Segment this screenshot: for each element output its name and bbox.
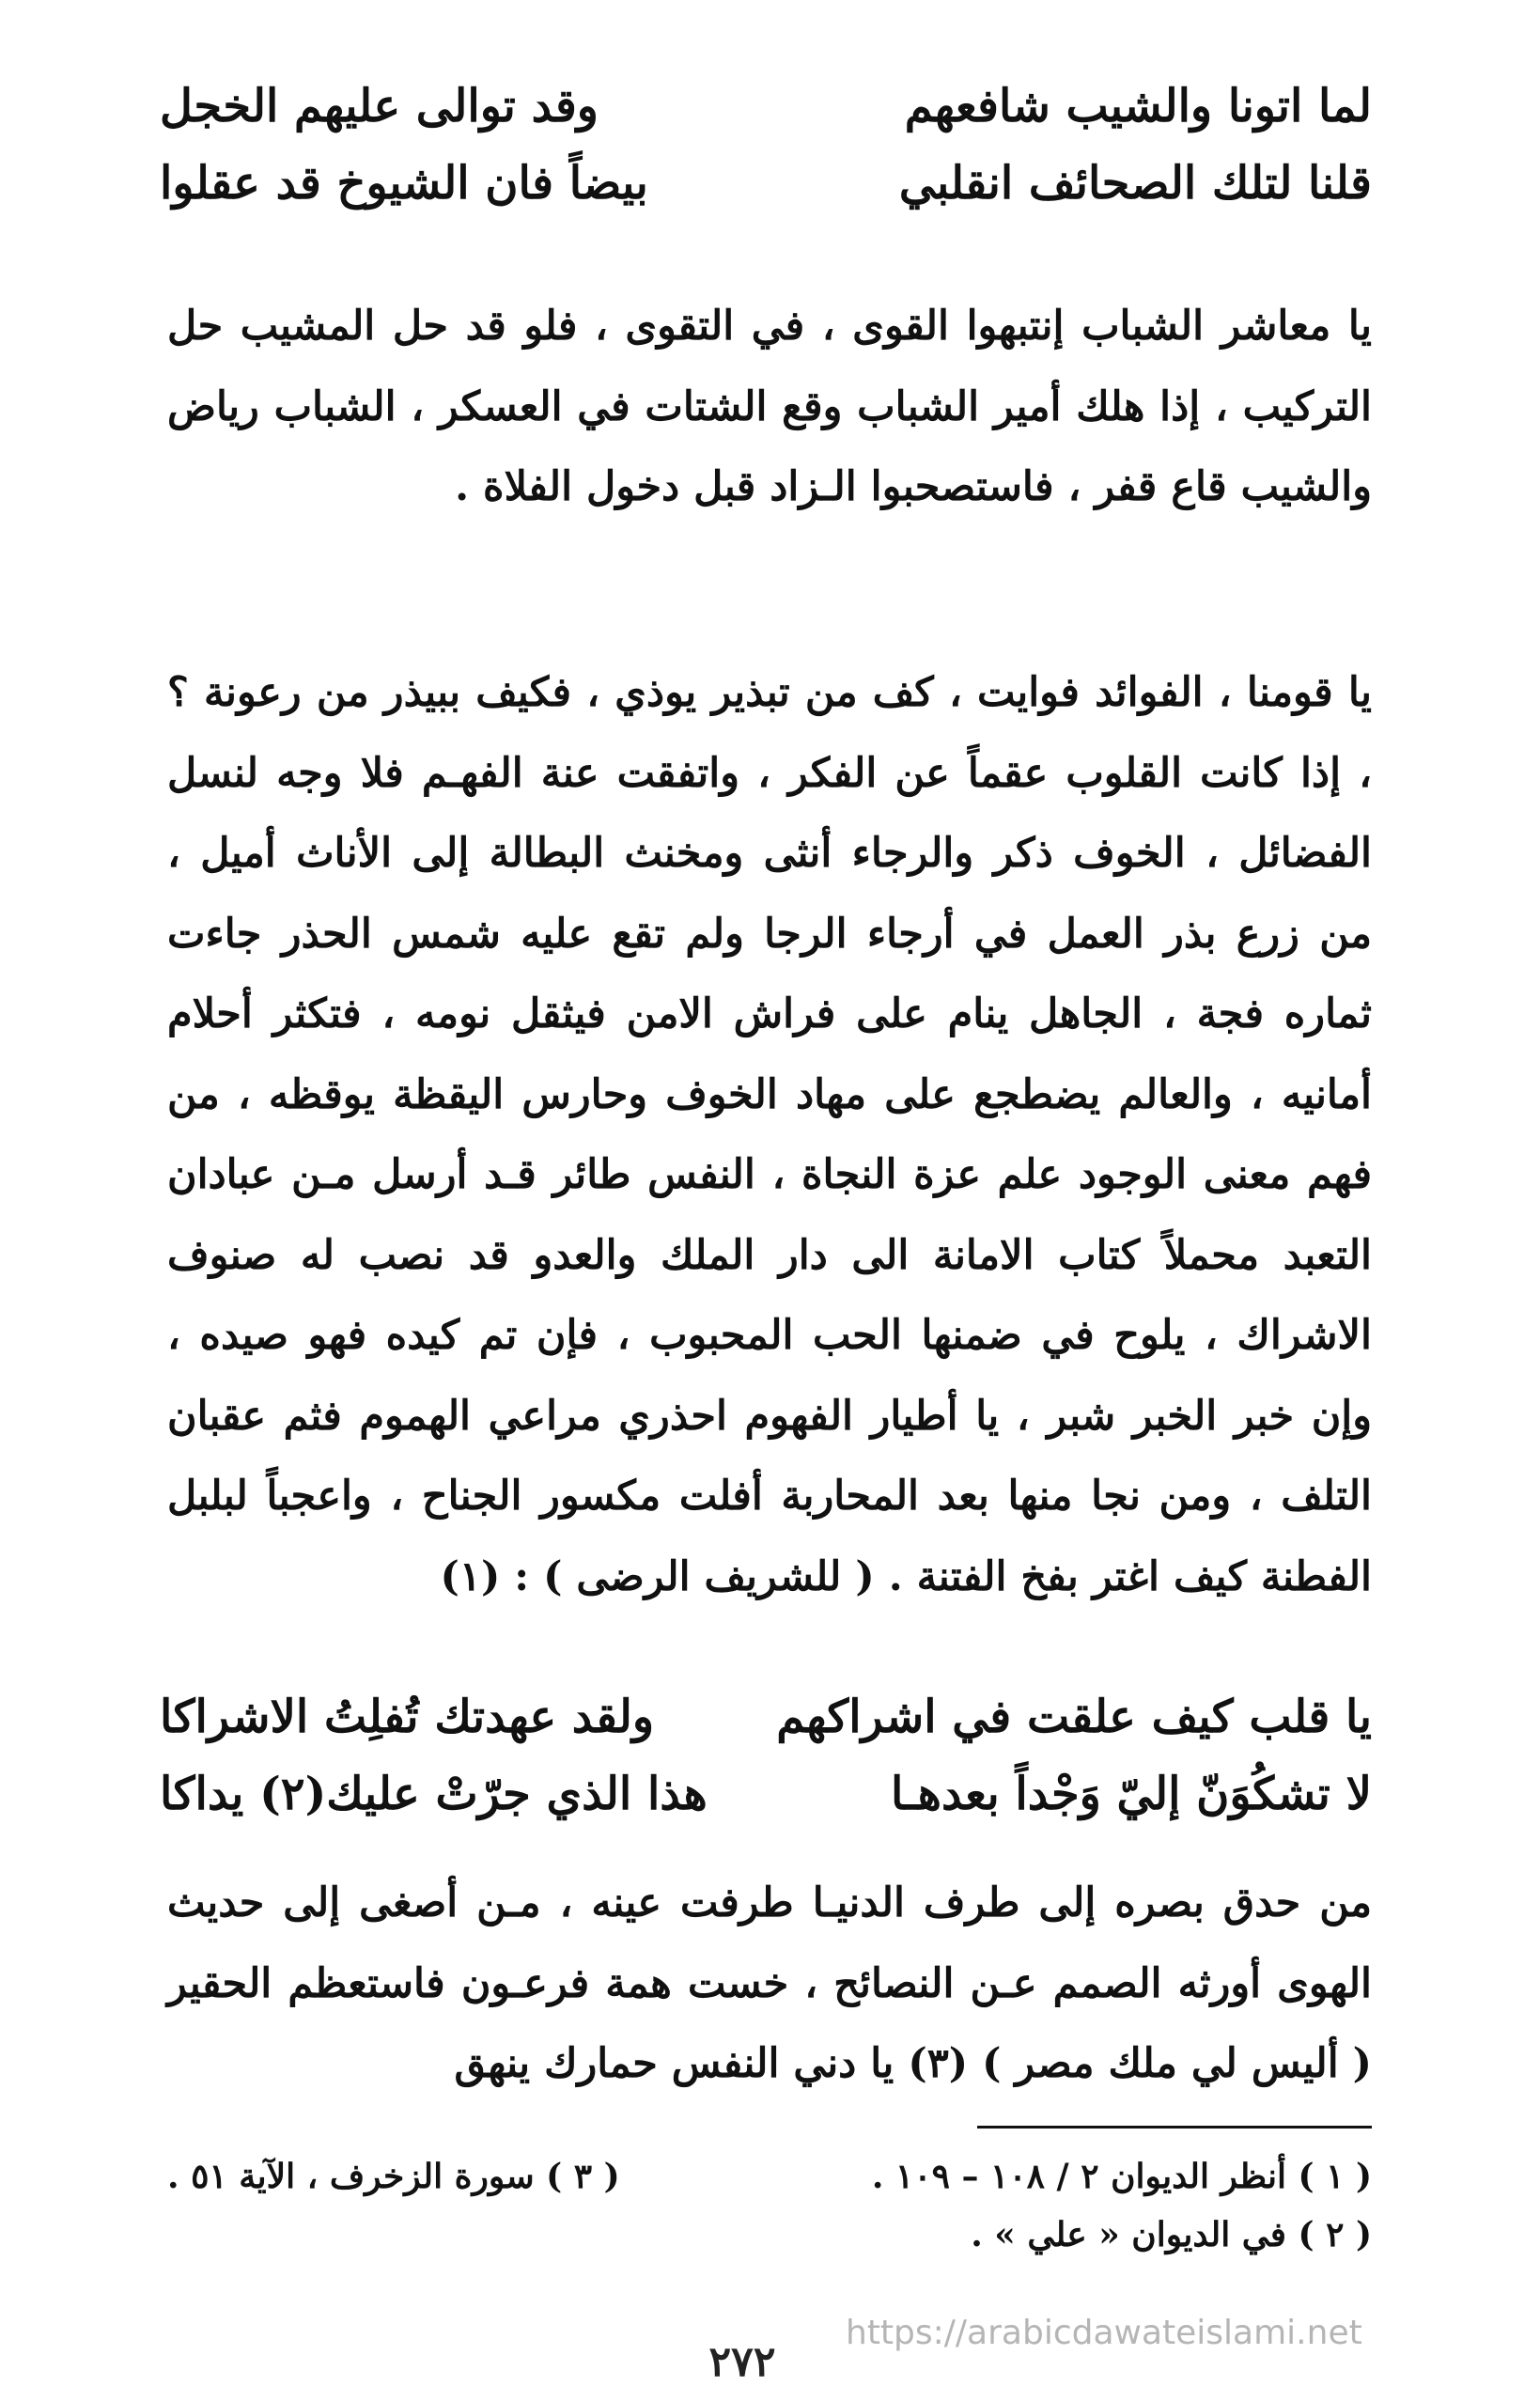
footnotes [167, 2147, 1372, 2264]
footnote-row [167, 2206, 1372, 2264]
verse-line [160, 145, 1372, 222]
footnote-1: ( ١ ) أنظر الديوان ٢ / ١٠٨ – ١٠٩ . [871, 2157, 1372, 2196]
verse-line [160, 1678, 1372, 1755]
verse-line [160, 68, 1372, 145]
footnote-row [167, 2147, 1372, 2206]
paragraph-youth: يا معاشر الشباب إنتبهوا القوى ، في التقوى ، فلو قد حل المشيب حل التركيب ، إذا هلك أمير الشباب وقع الشتات في العسكر ، الشباب رياض والشيب قاع قفر ، فاستصحبوا الـزاد قبل دخول الفلاة . [167, 303, 1372, 510]
verse-hemistich-right: لا تشكُوَنّ إليّ وَجْداً بعدهـا [890, 1768, 1372, 1820]
watermark-url: https://arabicdawateislami.net [846, 2314, 1362, 2352]
verse-hemistich-right: لما اتونا والشيب شافعهم [904, 80, 1372, 133]
footnote-3: ( ٣ ) سورة الزخرف ، الآية ٥١ . [167, 2157, 620, 2196]
verse-hemistich-left: ولقد عهدتك تُفلِتُ الاشراكا [160, 1691, 655, 1743]
verse-hemistich-left: وقد توالى عليهم الخجل [160, 80, 599, 133]
verse-hemistich-left: هذا الذي جرّتْ عليك(٢) يداكا [160, 1768, 708, 1820]
poem-verse-1 [160, 68, 1372, 222]
verse-hemistich-left: بيضاً فان الشيوخ قد عقلوا [160, 157, 648, 210]
verse-hemistich-right: قلنا لتلك الصحائف انقلبي [898, 157, 1372, 210]
verse-line [160, 1755, 1372, 1832]
footnote-divider [977, 2126, 1372, 2129]
verse-hemistich-right: يا قلب كيف علقت في اشراكهم [776, 1691, 1372, 1743]
poem-verse-2 [160, 1678, 1372, 1832]
paragraph-main: يا قومنا ، الفوائد فوايت ، كف من تبذير يوذي ، فكيف ببيذر من رعونة ؟ ، إذا كانت القلوب عقماً عن الفكر ، واتفقت عنة الفهـم فلا وجه لنسل الفضائل ، الخوف ذكر والرجاء أنثى ومخنث البطالة إلى الأناث أميل ، من زرع بذر العمل في أرجاء الرجا ولم تقع عليه شمس الحذر جاءت ثماره فجة ، الجاهل ينام على فراش الامن فيثقل نومه ، فتكثر أحلام أمانيه ، والعالم يضطجع على مهاد الخوف وحارس اليقظة يوقظه ، من فهم معنى الوجود علم عزة النجاة ، النفس طائر قـد أرسل مـن عبادان التعبد محملاً كتاب الامانة الى دار الملك والعدو قد نصب له صنوف الاشراك ، يلوح في ضمنها الحب المحبوب ، فإن تم كيده فهو صيده ، وإن خبر الخبر شبر ، يا أطيار الفهوم احذري مراعي الهموم فثم عقبان التلف ، ومن نجا منها بعد المحاربة أفلت مكسور الجناح ، واعجباً لبلبل الفطنة كيف اغتر بفخ الفتنة . ( للشريف الرضى ) : (١) [167, 669, 1372, 1600]
paragraph-last: من حدق بصره إلى طرف الدنيـا طرفت عينه ، مـن أصغى إلى حديث الهوى أورثه الصمم عـن النصائح ، خست همة فرعـون فاستعظم الحقير ( أليس لي ملك مصر ) (٣) يا دني النفس حمارك ينهق [167, 1879, 1372, 2087]
page-number: ٢٧٢ [708, 2338, 776, 2386]
footnote-2: ( ٢ ) في الديوان « علي » . [971, 2215, 1372, 2254]
